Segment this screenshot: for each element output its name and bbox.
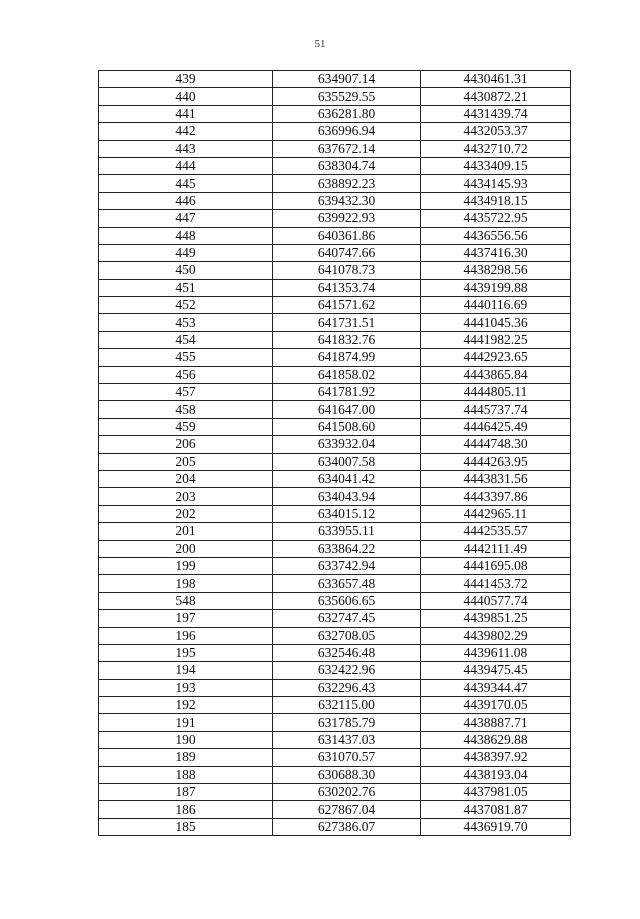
point-number-cell: 445 [99,175,273,192]
x-coordinate-cell: 634041.42 [273,470,421,487]
table-row [99,749,571,766]
point-number-cell: 459 [99,418,273,435]
y-coordinate-cell: 4442535.57 [421,523,571,540]
table-row [99,801,571,818]
point-number-cell: 454 [99,331,273,348]
table-row [99,662,571,679]
point-number-cell: 440 [99,88,273,105]
y-coordinate-cell: 4438298.56 [421,262,571,279]
table-row [99,157,571,174]
y-coordinate-cell: 4445737.74 [421,401,571,418]
y-coordinate-cell: 4440577.74 [421,592,571,609]
table-row [99,575,571,592]
x-coordinate-cell: 632708.05 [273,627,421,644]
y-coordinate-cell: 4441453.72 [421,575,571,592]
x-coordinate-cell: 633932.04 [273,436,421,453]
table-row [99,314,571,331]
point-number-cell: 447 [99,210,273,227]
point-number-cell: 455 [99,349,273,366]
table-row [99,123,571,140]
x-coordinate-cell: 635529.55 [273,88,421,105]
table-row [99,297,571,314]
table-row [99,592,571,609]
table-row [99,227,571,244]
coordinate-table [98,70,571,836]
x-coordinate-cell: 631437.03 [273,731,421,748]
point-number-cell: 458 [99,401,273,418]
point-number-cell: 205 [99,453,273,470]
table-row [99,401,571,418]
y-coordinate-cell: 4439199.88 [421,279,571,296]
x-coordinate-cell: 639432.30 [273,192,421,209]
table-row [99,470,571,487]
point-number-cell: 442 [99,123,273,140]
table-row [99,175,571,192]
point-number-cell: 196 [99,627,273,644]
point-number-cell: 200 [99,540,273,557]
x-coordinate-cell: 633657.48 [273,575,421,592]
table-row [99,331,571,348]
point-number-cell: 193 [99,679,273,696]
point-number-cell: 443 [99,140,273,157]
y-coordinate-cell: 4438193.04 [421,766,571,783]
y-coordinate-cell: 4439344.47 [421,679,571,696]
y-coordinate-cell: 4441982.25 [421,331,571,348]
x-coordinate-cell: 634015.12 [273,505,421,522]
y-coordinate-cell: 4439802.29 [421,627,571,644]
table-row [99,453,571,470]
table-row [99,210,571,227]
y-coordinate-cell: 4443865.84 [421,366,571,383]
x-coordinate-cell: 630202.76 [273,784,421,801]
y-coordinate-cell: 4437416.30 [421,244,571,261]
point-number-cell: 189 [99,749,273,766]
x-coordinate-cell: 638304.74 [273,157,421,174]
table-row [99,192,571,209]
point-number-cell: 202 [99,505,273,522]
y-coordinate-cell: 4433409.15 [421,157,571,174]
y-coordinate-cell: 4440116.69 [421,297,571,314]
x-coordinate-cell: 632546.48 [273,644,421,661]
y-coordinate-cell: 4436919.70 [421,818,571,835]
table-row [99,384,571,401]
table-row [99,71,571,88]
y-coordinate-cell: 4437981.05 [421,784,571,801]
table-row [99,262,571,279]
y-coordinate-cell: 4443831.56 [421,470,571,487]
point-number-cell: 195 [99,644,273,661]
point-number-cell: 194 [99,662,273,679]
y-coordinate-cell: 4442923.65 [421,349,571,366]
y-coordinate-cell: 4430872.21 [421,88,571,105]
table-row [99,279,571,296]
point-number-cell: 446 [99,192,273,209]
y-coordinate-cell: 4441695.08 [421,557,571,574]
table-row [99,818,571,835]
table-row [99,488,571,505]
point-number-cell: 203 [99,488,273,505]
table-row [99,140,571,157]
y-coordinate-cell: 4430461.31 [421,71,571,88]
x-coordinate-cell: 640747.66 [273,244,421,261]
y-coordinate-cell: 4442965.11 [421,505,571,522]
x-coordinate-cell: 636281.80 [273,105,421,122]
x-coordinate-cell: 634043.94 [273,488,421,505]
y-coordinate-cell: 4437081.87 [421,801,571,818]
x-coordinate-cell: 632296.43 [273,679,421,696]
table-row [99,679,571,696]
table-row [99,105,571,122]
point-number-cell: 444 [99,157,273,174]
page-number: 51 [314,38,326,50]
point-number-cell: 450 [99,262,273,279]
y-coordinate-cell: 4444748.30 [421,436,571,453]
y-coordinate-cell: 4432053.37 [421,123,571,140]
point-number-cell: 185 [99,818,273,835]
y-coordinate-cell: 4431439.74 [421,105,571,122]
table-row [99,366,571,383]
x-coordinate-cell: 632747.45 [273,610,421,627]
y-coordinate-cell: 4442111.49 [421,540,571,557]
x-coordinate-cell: 633742.94 [273,557,421,574]
x-coordinate-cell: 634907.14 [273,71,421,88]
y-coordinate-cell: 4434145.93 [421,175,571,192]
table-row [99,697,571,714]
point-number-cell: 449 [99,244,273,261]
table-row [99,244,571,261]
y-coordinate-cell: 4438397.92 [421,749,571,766]
x-coordinate-cell: 641832.76 [273,331,421,348]
x-coordinate-cell: 640361.86 [273,227,421,244]
point-number-cell: 204 [99,470,273,487]
y-coordinate-cell: 4434918.15 [421,192,571,209]
table-row [99,523,571,540]
x-coordinate-cell: 641078.73 [273,262,421,279]
y-coordinate-cell: 4435722.95 [421,210,571,227]
x-coordinate-cell: 641874.99 [273,349,421,366]
point-number-cell: 197 [99,610,273,627]
point-number-cell: 187 [99,784,273,801]
x-coordinate-cell: 641731.51 [273,314,421,331]
point-number-cell: 198 [99,575,273,592]
table-row [99,349,571,366]
x-coordinate-cell: 627867.04 [273,801,421,818]
point-number-cell: 188 [99,766,273,783]
x-coordinate-cell: 641781.92 [273,384,421,401]
point-number-cell: 192 [99,697,273,714]
point-number-cell: 186 [99,801,273,818]
table-row [99,436,571,453]
x-coordinate-cell: 627386.07 [273,818,421,835]
x-coordinate-cell: 633955.11 [273,523,421,540]
x-coordinate-cell: 633864.22 [273,540,421,557]
point-number-cell: 199 [99,557,273,574]
table-row [99,784,571,801]
table-row [99,766,571,783]
point-number-cell: 201 [99,523,273,540]
point-number-cell: 206 [99,436,273,453]
point-number-cell: 457 [99,384,273,401]
y-coordinate-cell: 4446425.49 [421,418,571,435]
coordinate-table-body [99,71,571,836]
point-number-cell: 190 [99,731,273,748]
x-coordinate-cell: 641647.00 [273,401,421,418]
x-coordinate-cell: 641858.02 [273,366,421,383]
table-row [99,505,571,522]
x-coordinate-cell: 631070.57 [273,749,421,766]
x-coordinate-cell: 641571.62 [273,297,421,314]
table-row [99,644,571,661]
y-coordinate-cell: 4439611.08 [421,644,571,661]
x-coordinate-cell: 634007.58 [273,453,421,470]
point-number-cell: 441 [99,105,273,122]
x-coordinate-cell: 637672.14 [273,140,421,157]
point-number-cell: 456 [99,366,273,383]
y-coordinate-cell: 4443397.86 [421,488,571,505]
y-coordinate-cell: 4439170.05 [421,697,571,714]
y-coordinate-cell: 4436556.56 [421,227,571,244]
x-coordinate-cell: 641508.60 [273,418,421,435]
table-row [99,610,571,627]
table-row [99,714,571,731]
table-row [99,540,571,557]
point-number-cell: 439 [99,71,273,88]
point-number-cell: 448 [99,227,273,244]
y-coordinate-cell: 4438629.88 [421,731,571,748]
y-coordinate-cell: 4444805.11 [421,384,571,401]
table-row [99,88,571,105]
x-coordinate-cell: 636996.94 [273,123,421,140]
y-coordinate-cell: 4439851.25 [421,610,571,627]
point-number-cell: 548 [99,592,273,609]
point-number-cell: 453 [99,314,273,331]
x-coordinate-cell: 641353.74 [273,279,421,296]
y-coordinate-cell: 4441045.36 [421,314,571,331]
y-coordinate-cell: 4438887.71 [421,714,571,731]
x-coordinate-cell: 635606.65 [273,592,421,609]
y-coordinate-cell: 4444263.95 [421,453,571,470]
point-number-cell: 452 [99,297,273,314]
y-coordinate-cell: 4439475.45 [421,662,571,679]
table-row [99,418,571,435]
table-row [99,627,571,644]
table-row [99,557,571,574]
point-number-cell: 191 [99,714,273,731]
point-number-cell: 451 [99,279,273,296]
x-coordinate-cell: 638892.23 [273,175,421,192]
x-coordinate-cell: 630688.30 [273,766,421,783]
x-coordinate-cell: 632115.00 [273,697,421,714]
x-coordinate-cell: 639922.93 [273,210,421,227]
x-coordinate-cell: 632422.96 [273,662,421,679]
table-row [99,731,571,748]
y-coordinate-cell: 4432710.72 [421,140,571,157]
x-coordinate-cell: 631785.79 [273,714,421,731]
